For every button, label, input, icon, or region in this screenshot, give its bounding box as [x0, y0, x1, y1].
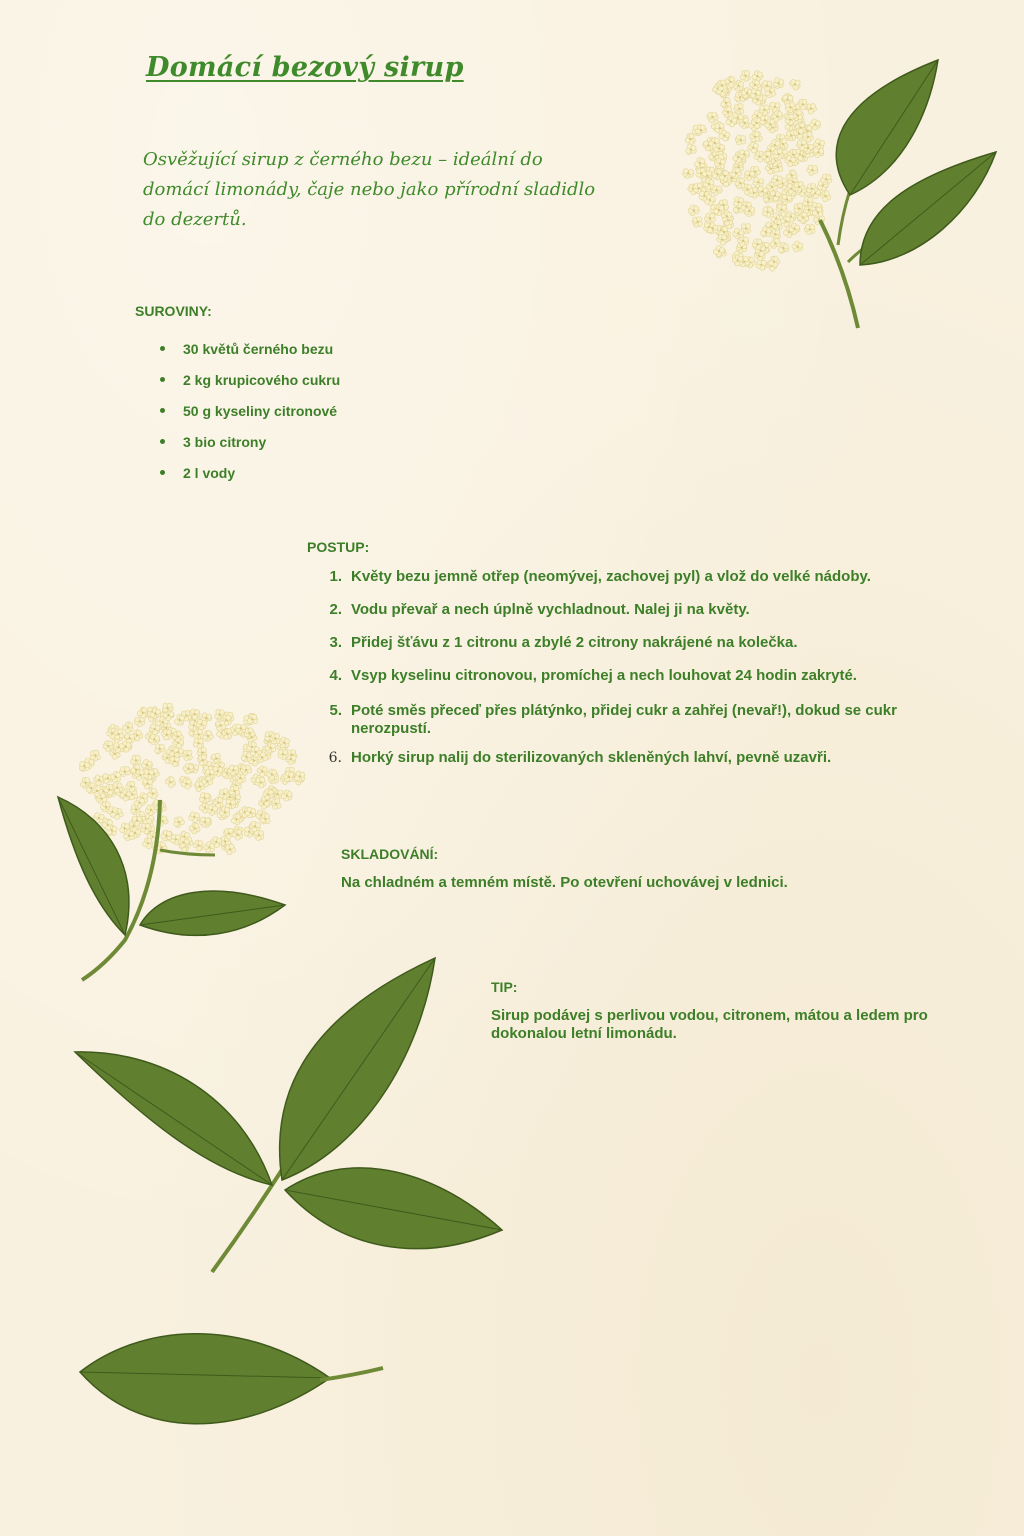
list-item: 50 g kyseliny citronové [160, 401, 340, 432]
list-item [320, 634, 940, 667]
list-item: 30 květů černého bezu [160, 339, 340, 370]
step-text: Horký sirup nalij do sterilizovaných skleněných lahví, pevně uzavři. [351, 749, 832, 766]
list-item [320, 601, 940, 634]
page-title: Domácí bezový sirup [146, 52, 464, 83]
step-number: 6. [328, 750, 342, 766]
tip-text: Sirup podávej s perlivou vodou, citronem, mátou a ledem pro dokonalou letní limonádu. [491, 1007, 928, 1042]
ingredients-heading: SUROVINY: [135, 303, 212, 319]
step-text: Vodu převař a nech úplně vychladnout. Nalej ji na květy. [351, 601, 750, 618]
procedure-steps [320, 568, 940, 773]
step-number: 3. [329, 634, 342, 651]
step-number: 4. [329, 667, 342, 684]
list-item [320, 702, 940, 749]
list-item: 2 l vody [160, 463, 340, 494]
procedure-heading: POSTUP: [307, 539, 370, 555]
elderflower-sprig-icon [58, 703, 305, 980]
step-text: Květy bezu jemně otřep (neomývej, zachovej pyl) a vlož do velké nádoby. [351, 568, 871, 585]
step-text: Přidej šťávu z 1 citronu a zbylé 2 citrony nakrájené na kolečka. [351, 634, 798, 651]
elderberry-leaf-icon [75, 958, 502, 1272]
tip-heading: TIP: [491, 979, 518, 995]
step-number: 1. [329, 568, 342, 585]
step-text: Poté směs přeceď přes plátýnko, přidej cukr a zahřej (nevař!), dokud se cukr nerozpustí. [351, 702, 897, 737]
list-item: 3 bio citrony [160, 432, 340, 463]
list-item [320, 749, 940, 773]
storage-heading: SKLADOVÁNÍ: [341, 846, 439, 862]
storage-text: Na chladném a temném místě. Po otevření uchovávej v lednici. [341, 874, 788, 891]
step-number: 5. [329, 702, 342, 719]
list-item [320, 667, 940, 702]
step-text: Vsyp kyselinu citronovou, promíchej a nech louhovat 24 hodin zakryté. [351, 667, 857, 684]
list-item: 2 kg krupicového cukru [160, 370, 340, 401]
elderberry-leaf-icon [80, 1334, 383, 1424]
list-item [320, 568, 940, 601]
elderflower-sprig-icon [683, 60, 996, 328]
step-number: 2. [329, 601, 342, 618]
intro-text: Osvěžující sirup z černého bezu – ideální do domácí limonády, čaje nebo jako přírodní sladidlo do dezertů. [143, 149, 596, 230]
ingredients-list [160, 339, 340, 494]
